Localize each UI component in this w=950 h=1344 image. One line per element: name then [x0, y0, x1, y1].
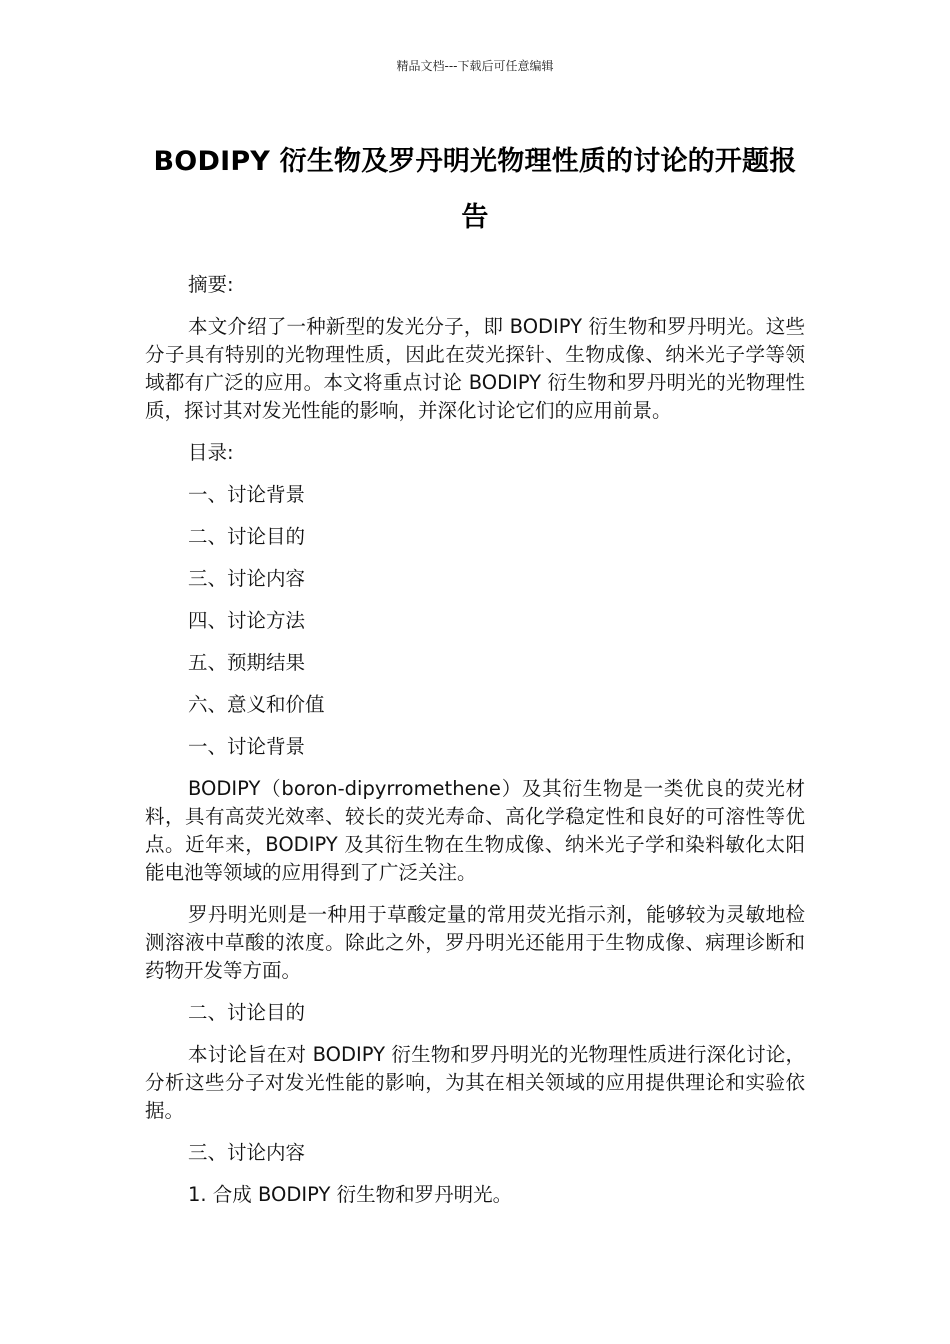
toc-item: 三、讨论内容: [188, 567, 306, 590]
toc-item: 五、预期结果: [188, 651, 306, 674]
toc-item: 四、讨论方法: [188, 609, 306, 632]
section-paragraph: 罗丹明光则是一种用于草酸定量的常用荧光指示剂，能够较为灵敏地检测溶液中草酸的浓度。除此之外，罗丹明光还能用于生物成像、病理诊断和药物开发等方面。: [145, 903, 805, 982]
abstract-paragraph: 本文介绍了一种新型的发光分子，即 BODIPY 衍生物和罗丹明光。这些分子具有特别的光物理性质，因此在荧光探针、生物成像、纳米光子学等领域都有广泛的应用。本文将重点讨论 BODIPY 衍生物和罗丹明光的光物理性质，探讨其对发光性能的影响，并深化讨论它们的应用前景。: [145, 315, 805, 422]
toc-label: 目录:: [188, 441, 234, 464]
section-heading: 二、讨论目的: [188, 1001, 306, 1024]
toc-item: 六、意义和价值: [188, 693, 325, 716]
section-paragraph: BODIPY（boron-dipyrromethene）及其衍生物是一类优良的荧光材料，具有高荧光效率、较长的荧光寿命、高化学稳定性和良好的可溶性等优点。近年来，BODIPY 及其衍生物在生物成像、纳米光子学和染料敏化太阳能电池等领域的应用得到了广泛关注。: [145, 777, 805, 884]
page-header: 精品文档---下载后可任意编辑: [396, 59, 554, 73]
section-list-item: 1. 合成 BODIPY 衍生物和罗丹明光。: [188, 1183, 513, 1206]
section-heading: 三、讨论内容: [188, 1141, 306, 1164]
section-heading: 一、讨论背景: [188, 735, 306, 758]
toc-item: 二、讨论目的: [188, 525, 306, 548]
document-title: BODIPY 衍生物及罗丹明光物理性质的讨论的开题报告: [153, 146, 797, 233]
abstract-label: 摘要:: [188, 273, 234, 296]
document-body: [145, 271, 805, 1223]
section-paragraph: 本讨论旨在对 BODIPY 衍生物和罗丹明光的光物理性质进行深化讨论，分析这些分子对发光性能的影响，为其在相关领域的应用提供理论和实验依据。: [145, 1043, 805, 1122]
toc-item: 一、讨论背景: [188, 483, 306, 506]
